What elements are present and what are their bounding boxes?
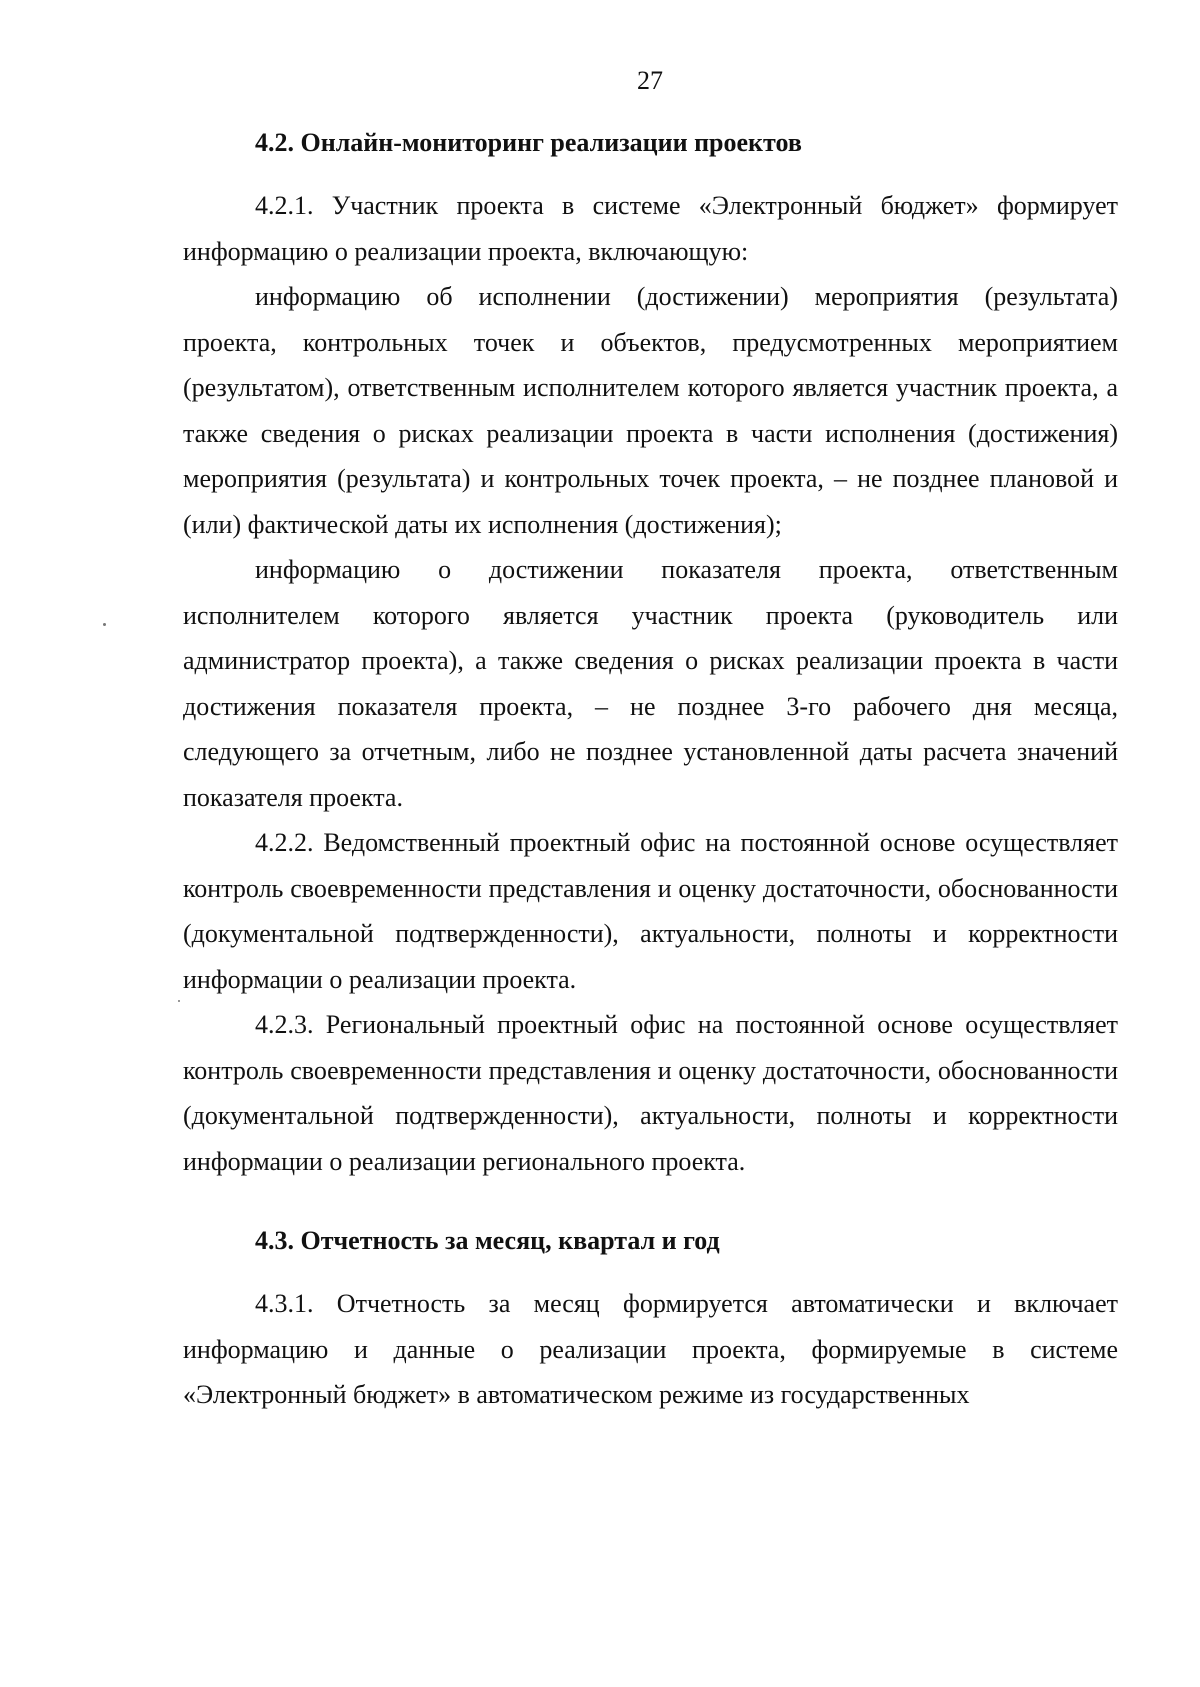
- document-body: [183, 120, 1118, 1418]
- scan-speck: [178, 1000, 180, 1002]
- scan-speck: [103, 623, 106, 626]
- section-heading-4-2: 4.2. Онлайн-мониторинг реализации проектов: [255, 128, 802, 157]
- paragraph-4-2-3: 4.2.3. Региональный проектный офис на постоянной основе осуществляет контроль своевременности представления и оценку достаточности, обоснованности (документальной подтвержденности), актуальности, полноты и корректности информации о реализации регионального проекта.: [183, 1010, 1118, 1176]
- page-number: 27: [637, 66, 663, 95]
- paragraph-4-2-2: 4.2.2. Ведомственный проектный офис на постоянной основе осуществляет контроль своевременности представления и оценку достаточности, обоснованности (документальной подтвержденности), актуальности, полноты и корректности информации о реализации проекта.: [183, 828, 1118, 994]
- section-heading-4-3: 4.3. Отчетность за месяц, квартал и год: [255, 1226, 720, 1255]
- paragraph-execution-info: информацию об исполнении (достижении) мероприятия (результата) проекта, контрольных точек и объектов, предусмотренных мероприятием (результатом), ответственным исполнителем которого является участник проекта, а также сведения о рисках реализации проекта в части исполнения (достижения) мероприятия (результата) и контрольных точек проекта, – не позднее плановой и (или) фактической даты их исполнения (достижения);: [183, 282, 1118, 539]
- paragraph-indicator-info: информацию о достижении показателя проекта, ответственным исполнителем которого является участник проекта (руководитель или администратор проекта), а также сведения о рисках реализации проекта в части достижения показателя проекта, – не позднее 3-го рабочего дня месяца, следующего за отчетным, либо не позднее установленной даты расчета значений показателя проекта.: [183, 555, 1118, 812]
- paragraph-4-3-1: 4.3.1. Отчетность за месяц формируется автоматически и включает информацию и данные о реализации проекта, формируемые в системе «Электронный бюджет» в автоматическом режиме из государственных: [183, 1289, 1118, 1409]
- paragraph-4-2-1: 4.2.1. Участник проекта в системе «Электронный бюджет» формирует информацию о реализации проекта, включающую:: [183, 191, 1118, 266]
